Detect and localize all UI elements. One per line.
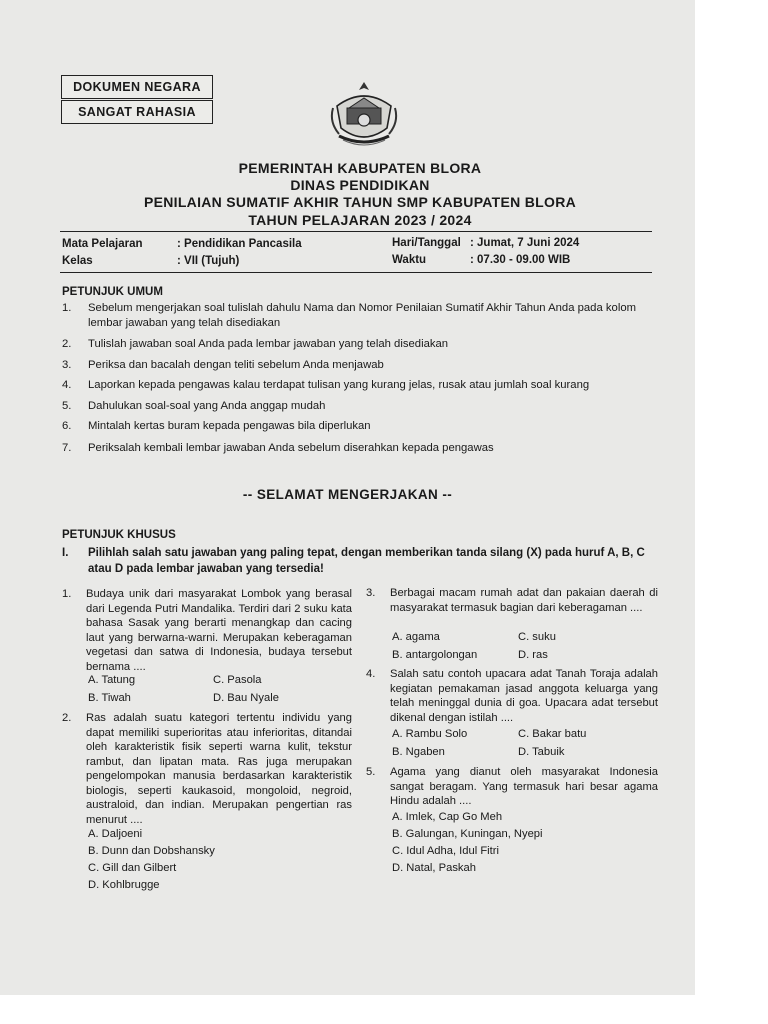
- option-d: D. ras: [518, 649, 548, 661]
- meta-hari-value: : Jumat, 7 Juni 2024: [470, 237, 580, 249]
- list-item-number: 5.: [62, 400, 72, 412]
- selamat-mengerjakan-heading: -- SELAMAT MENGERJAKAN --: [242, 487, 453, 502]
- question-1: [62, 587, 352, 674]
- list-item-number: 1.: [62, 302, 72, 314]
- option-a: A. Imlek, Cap Go Meh: [392, 811, 503, 823]
- option-d: D. Kohlbrugge: [88, 879, 160, 891]
- question-text: Agama yang dianut oleh masyarakat Indonesia sangat beragam. Yang termasuk hari besar agama Hindu adalah ....: [390, 766, 658, 807]
- question-number: 4.: [366, 668, 376, 680]
- list-item: [62, 378, 662, 393]
- option-b: B. Dunn dan Dobshansky: [88, 845, 215, 857]
- option-b: B. Galungan, Kuningan, Nyepi: [392, 828, 543, 840]
- header-line-4: TAHUN PELAJARAN 2023 / 2024: [248, 212, 472, 228]
- option-a: A. Tatung: [88, 674, 136, 686]
- question-5: [366, 765, 658, 809]
- meta-hari-label: Hari/Tanggal: [392, 237, 461, 249]
- option-b: B. Tiwah: [88, 692, 131, 704]
- list-item: [62, 419, 662, 434]
- list-item-text: Sebelum mengerjakan soal tulislah dahulu Nama dan Nomor Penilaian Sumatif Akhir Tahun Anda pada kolom lembar jawaban yang telah disediakan: [88, 302, 637, 329]
- list-item: [62, 301, 662, 331]
- list-item-text: Dahulukan soal-soal yang Anda anggap mudah: [88, 400, 326, 412]
- option-d: D. Tabuik: [518, 746, 565, 758]
- option-b: B. Ngaben: [392, 746, 445, 758]
- header-line-2: DINAS PENDIDIKAN: [290, 177, 430, 193]
- list-item-text: Periksalah kembali lembar jawaban Anda sebelum diserahkan kepada pengawas: [88, 442, 494, 454]
- list-item-number: 3.: [62, 359, 72, 371]
- list-item: [62, 337, 662, 352]
- question-text: Ras adalah suatu kategori tertentu individu yang dapat memiliki superioritas atau inferioritas, ditandai oleh karakteristik fisik seperti warna kulit, tekstur rambut, dan lipatan mata. Ras juga merupakan pengelompokan manusia berdasarkan karakteristik biologis, seperti kaukasoid, mongoloid, negroid, australoid, dan indian. Merupakan pengertian ras menurut ....: [86, 712, 352, 826]
- list-item-number: 7.: [62, 442, 72, 454]
- option-a: A. Rambu Solo: [392, 728, 468, 740]
- list-item-text: Laporkan kepada pengawas kalau terdapat tulisan yang kurang jelas, rusak atau jumlah soal kurang: [88, 379, 590, 391]
- option-d: D. Bau Nyale: [213, 692, 279, 704]
- meta-kelas-value: : VII (Tujuh): [177, 255, 240, 267]
- option-c: C. suku: [518, 631, 556, 643]
- option-b: B. antargolongan: [392, 649, 478, 661]
- meta-mapel-value: : Pendidikan Pancasila: [177, 238, 302, 250]
- option-d: D. Natal, Paskah: [392, 862, 476, 874]
- list-item-text: Mintalah kertas buram kepada pengawas bila diperlukan: [88, 420, 371, 432]
- question-4: [366, 667, 658, 725]
- petunjuk-umum-title: PETUNJUK UMUM: [62, 286, 163, 298]
- question-text: Budaya unik dari masyarakat Lombok yang berasal dari Legenda Putri Mandalika. Terdiri dari 2 suku kata bahasa Sasak yang berarti menangkap dan cacing laut yang berwarna-warni. Merupakan keberagaman vegetasi dan satwa di Indonesia, budaya tersebut bernama ....: [86, 588, 352, 673]
- list-item-number: 2.: [62, 338, 72, 350]
- petunjuk-khusus-title: PETUNJUK KHUSUS: [62, 529, 176, 541]
- option-a: A. agama: [392, 631, 440, 643]
- list-item-number: 6.: [62, 420, 72, 432]
- header-rule-top: [60, 231, 652, 232]
- option-c: C. Bakar batu: [518, 728, 587, 740]
- header-rule-bottom: [60, 272, 652, 273]
- instruction-number: I.: [62, 547, 69, 559]
- header-line-3: PENILAIAN SUMATIF AKHIR TAHUN SMP KABUPATEN BLORA: [143, 194, 577, 210]
- question-number: 1.: [62, 588, 72, 600]
- meta-mapel-label: Mata Pelajaran: [62, 238, 143, 250]
- option-c: C. Idul Adha, Idul Fitri: [392, 845, 499, 857]
- stamp-sangat-rahasia: SANGAT RAHASIA: [61, 100, 213, 124]
- meta-waktu-value: : 07.30 - 09.00 WIB: [470, 254, 571, 266]
- list-item: [62, 399, 662, 414]
- question-text: Berbagai macam rumah adat dan pakaian daerah di masyarakat termasuk bagian dari keberagaman ....: [390, 587, 658, 614]
- question-number: 5.: [366, 766, 376, 778]
- list-item: [62, 358, 662, 373]
- option-a: A. Daljoeni: [88, 828, 143, 840]
- instruction-text: Pilihlah salah satu jawaban yang paling tepat, dengan memberikan tanda silang (X) pada huruf A, B, C atau D pada lembar jawaban yang tersedia!: [88, 547, 645, 575]
- meta-kelas-label: Kelas: [62, 255, 93, 267]
- regency-emblem-icon: [325, 78, 403, 150]
- list-item: [62, 441, 662, 456]
- list-item-text: Tulislah jawaban soal Anda pada lembar jawaban yang telah disediakan: [88, 338, 449, 350]
- stamp-dokumen-negara: DOKUMEN NEGARA: [61, 75, 213, 99]
- petunjuk-khusus-instruction: [62, 545, 662, 577]
- question-number: 2.: [62, 712, 72, 724]
- question-3: [366, 586, 658, 615]
- option-c: C. Gill dan Gilbert: [88, 862, 177, 874]
- question-number: 3.: [366, 587, 376, 599]
- header-line-1: PEMERINTAH KABUPATEN BLORA: [238, 160, 482, 176]
- question-text: Salah satu contoh upacara adat Tanah Toraja adalah kegiatan pemakaman jasad anggota keluarga yang telah meninggal dunia di goa. Upacara adat tersebut dikenal dengan istilah ....: [390, 668, 658, 724]
- question-2: [62, 711, 352, 827]
- meta-waktu-label: Waktu: [392, 254, 427, 266]
- option-c: C. Pasola: [213, 674, 262, 686]
- list-item-number: 4.: [62, 379, 72, 391]
- list-item-text: Periksa dan bacalah dengan teliti sebelum Anda menjawab: [88, 359, 384, 371]
